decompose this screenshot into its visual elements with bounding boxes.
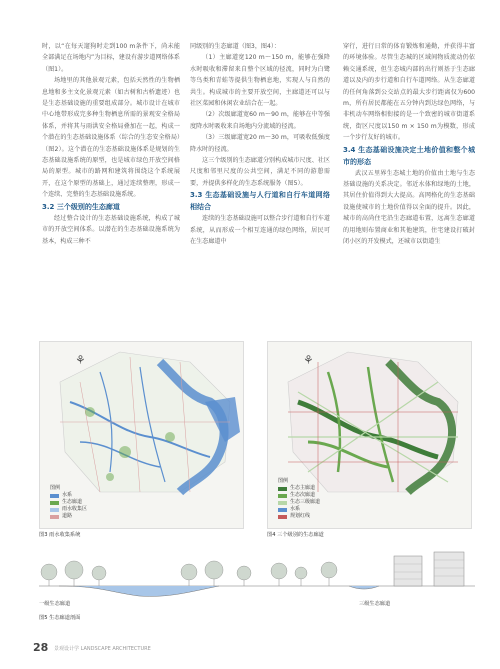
legend-title: 图例 <box>50 485 61 491</box>
legend-swatch <box>50 515 59 519</box>
legend-label: 规划红线 <box>290 513 311 519</box>
legend-label: 生态主廊道 <box>290 485 316 491</box>
footer-text: 景观设计学 LANDSCAPE ARCHITECTURE <box>54 646 151 652</box>
section-left-label: 一级生态廊道 <box>39 601 71 607</box>
paragraph: （1）主廊道宽120 m～150 m，能够在强降水时吸收和滞留来自整个区域的径流，同时为白鹭等鸟类和青蛙等提供生物栖息地，实现人与自然的共生。构成城市的主要开放空间，主廊道还可以与社区菜园和休闲农业结合在一起。 <box>190 54 330 108</box>
page-number: 28 <box>33 641 49 654</box>
legend-item <box>278 492 320 499</box>
paragraph: 连续的生态基础设施可以整合步行道和自行车道系统，从而形成一个相互连通的绿色网络，居民可在生态廊道中 <box>190 215 330 246</box>
legend-title: 图例 <box>278 478 289 484</box>
legend-label: 生态三级廊道 <box>290 499 321 505</box>
legend-swatch <box>278 487 287 491</box>
legend-item <box>50 506 87 513</box>
svg-text:⚘: ⚘ <box>303 353 314 367</box>
paragraph: 时，以“在每天遛狗时走到100 m条件下，尚未能全部满足在场地内”为目标，建设有游步道网络体系（图1）。 <box>42 43 180 73</box>
legend-swatch <box>50 501 59 505</box>
legend-swatch <box>278 508 287 512</box>
paragraph: 武汉五里界生态城土地的价值由土地与生态基础设施的关系决定。邻近水体和绿地的土地，其居住价值得到大大提高。高网格化的生态基础设施使城市的土地价值得以全面的提升。因此，城市的高尚住宅沿生态廊道布置，远离生态廊道的用地则布置商业和其他建筑，住宅建设打破封闭小区的开发模式，还城市以街道生 <box>343 169 475 246</box>
paragraph: 经过整合设计的生态基础设施系统，构成了城市的开放空间体系。以潜在的生态基础设施系统为基本，构成三种不 <box>42 214 180 245</box>
figure-3-map <box>39 341 244 529</box>
corridor-section-drawing <box>39 548 475 614</box>
figure-3-caption: 图3 雨水收集系统 <box>39 532 81 538</box>
text-column-1 <box>42 41 180 247</box>
figure-4-caption: 图4 三个级别的生态廊道 <box>267 532 324 538</box>
legend-swatch <box>278 501 287 505</box>
legend-item <box>278 513 320 520</box>
figure-5-caption: 图5 生态廊道剖面 <box>39 615 81 621</box>
section-heading: 3.4 生态基础设施决定土地价值和整个城市的形态 <box>343 145 475 166</box>
legend-label: 道路 <box>62 513 73 519</box>
legend-label: 雨水收集区 <box>62 506 88 512</box>
legend-item <box>278 485 320 492</box>
figure-5-section <box>39 548 475 614</box>
text-column-3 <box>343 41 475 248</box>
figure-4-legend <box>278 478 320 520</box>
section-heading: 3.2 三个级别的生态廊道 <box>42 202 120 211</box>
legend-swatch <box>50 494 59 498</box>
figure-3-legend <box>50 485 87 520</box>
paragraph: （3）三级廊道宽20 m～30 m，可吸收低强度降水时的径流。 <box>190 134 330 153</box>
figure-4-map <box>267 341 472 529</box>
paragraph: 同级别的生态廊道（图3，图4）： <box>190 43 281 50</box>
legend-label: 水系 <box>62 492 73 498</box>
paragraph: 场地里的其他景观元素，包括天然性的生物栖息地和多主文化景观元素（如古树和古桥遗迹）也是生态基础设施的重要组成部分。城市设计在城市中心地带形成完多种生物栖息所需的景观安全格局体系，并将其与雨洪安全格局叠加在一起，构成一个潜在的生态基础设施体系（综合的生态安全格局）（图2）。这个潜在的生态基础设施体系是规划的生态基础设施系统的原型，也是城市绿色开放空间格局的原型。城市的路网和建筑将围绕这个系统展开，在这个原型的基础上，通过连续整理，形成一个连续、完整的生态基础设施系统。 <box>42 77 180 199</box>
legend-swatch <box>50 508 59 512</box>
legend-swatch <box>278 494 287 498</box>
legend-label: 生态廊道 <box>62 499 83 505</box>
legend-label: 生态次廊道 <box>290 492 316 498</box>
legend-item <box>50 492 87 499</box>
svg-text:⚘: ⚘ <box>75 353 86 367</box>
section-heading: 3.3 生态基础设施与人行道和自行车道网络相结合 <box>190 191 330 212</box>
legend-item <box>278 499 320 506</box>
legend-swatch <box>278 515 287 519</box>
paragraph: 穿行，进行日常的体育锻炼和通勤，并获得丰富的环境体验。尽管生态城的区域间物质流动仍依赖交通系统，但生态城内部的出行则基于生态廊道以及内的步行道和自行车道网络。从生态廊道的任何角落到公交站点的最大步行距离仅为600 m，所有居民都能在五分钟内到达绿色网络，与非机动车网络相衔接的是一个致密的城市街道系统，街区尺度以150 m × 150 m为模数，形成一个步行友好的城市。 <box>343 43 475 142</box>
section-right-label: 三级生态廊道 <box>359 601 391 607</box>
legend-item <box>278 506 320 513</box>
legend-item <box>50 513 87 520</box>
legend-item <box>50 499 87 506</box>
paragraph: 这三个级别的生态廊道分别构成城市尺度、社区尺度和邻里尺度的公共空间，满足不同的游憩需要，并提供多样化的生态系统服务（图5）。 <box>190 157 330 187</box>
legend-label: 水系 <box>290 506 301 512</box>
paragraph: （2）次级廊道宽60 m～90 m，能够在中等强度降水时吸收来自场地内分流域的径流。 <box>190 111 330 130</box>
text-column-2 <box>190 41 330 248</box>
